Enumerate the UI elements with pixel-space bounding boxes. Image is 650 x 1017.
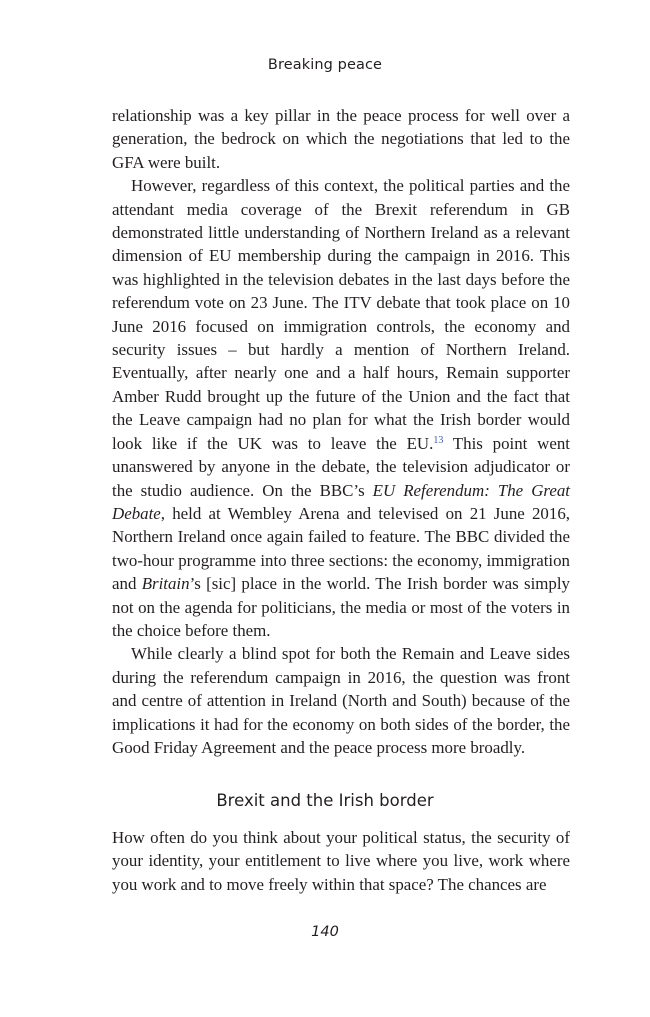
section-paragraph: How often do you think about your political status, the security of your identity, your entitlement to live where you live, work where you work and to move freely within that space? The chances are bbox=[112, 828, 570, 894]
section-body-text bbox=[112, 826, 570, 896]
italic-title: Britain bbox=[141, 574, 190, 594]
body-text bbox=[112, 104, 570, 759]
running-head: Breaking peace bbox=[267, 57, 383, 73]
text-run: This point went unanswered by anyone in the debate, the television adjudicator or the studio audience. On the BBC’s bbox=[112, 433, 570, 500]
text-run: However, regardless of this context, the political parties and the attendant media coverage of the Brexit referendum in GB demonstrated little understanding of Northern Ireland as a relevant dimension of EU membership during the campaign in 2016. This was highlighted in the television debates in the last days before the referendum vote on 23 June. The ITV debate that took place on 10 June 2016 focused on immigration controls, the economy and security issues – but hardly a mention of Northern Ireland. Eventually, after nearly one and a half hours, Remain supporter Amber Rudd brought up the future of the Union and the fact that the Leave campaign had no plan for what the Irish border would look like if the UK was to leave the EU. bbox=[112, 176, 570, 453]
text-run: ’s [sic] place in the world. The Irish border was simply not on the agenda for politicians, the media or most of the voters in the choice before them. bbox=[112, 574, 570, 640]
paragraph bbox=[112, 642, 570, 759]
page-number: 140 bbox=[311, 924, 339, 940]
text-run: relationship was a key pillar in the peace process for well over a generation, the bedrock on which the negotiations that led to the GFA were built. bbox=[112, 106, 570, 172]
paragraph bbox=[112, 174, 570, 642]
italic-title: EU Referendum: The Great Debate bbox=[112, 480, 570, 523]
text-run: While clearly a blind spot for both the Remain and Leave sides during the referendum campaign in 2016, the question was front and centre of attention in Ireland (North and South) because of the implications it had for the economy on both sides of the border, the Good Friday Agreement and the peace process more broadly. bbox=[112, 644, 570, 757]
text-run: , held at Wembley Arena and televised on 21 June 2016, Northern Ireland once again failed to feature. The BBC divided the two-hour programme into three sections: the economy, immigration and bbox=[112, 503, 570, 594]
paragraph bbox=[112, 104, 570, 174]
footnote-marker: 13 bbox=[433, 434, 444, 446]
section-heading: Brexit and the Irish border bbox=[216, 791, 434, 810]
